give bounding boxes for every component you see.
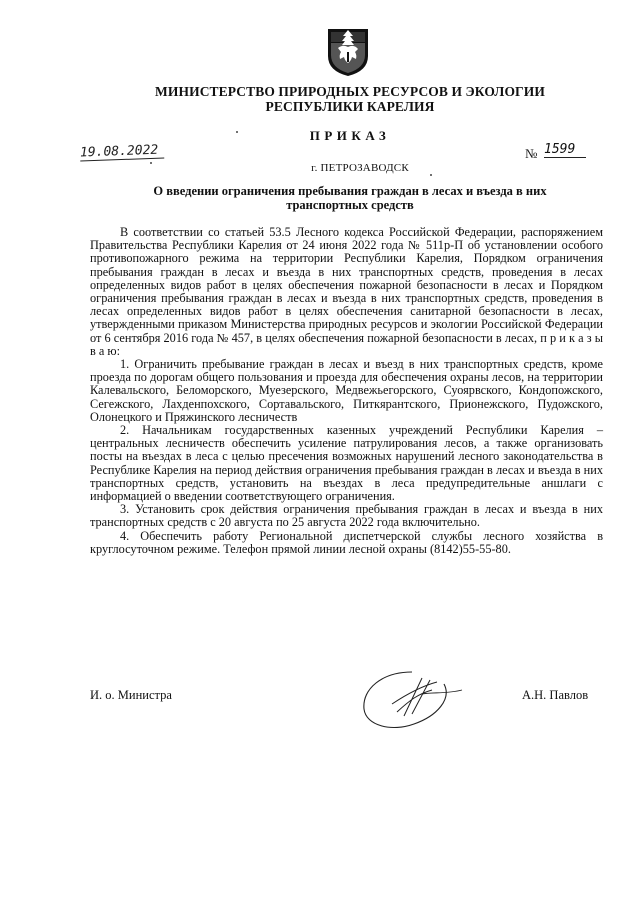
ministry-name-line2: РЕСПУБЛИКИ КАРЕЛИЯ bbox=[265, 99, 435, 114]
document-body bbox=[90, 226, 603, 556]
ministry-heading bbox=[60, 84, 640, 114]
document-city: г. ПЕТРОЗАВОДСК bbox=[311, 162, 409, 174]
paragraph-item-1: 1. Ограничить пребывание граждан в лесах и въезд в них транспортных средств, кроме проезда по дорогам общего пользования и проезда для обеспечения охраны лесов, на территории Калевальского, Беломорского, Муезерского, Медвежьегорского, Суоярвского, Кондопожского, Сегежского, Лахденпохского, Сортавальского, Питкярантского, Прионежского, Пудожского, Олонецкого и Пряжинского лесничеств bbox=[90, 357, 603, 424]
signatory-name: А.Н. Павлов bbox=[522, 688, 589, 702]
document-number: 1599 bbox=[544, 142, 586, 158]
scan-speck bbox=[236, 131, 238, 133]
paragraph-item-4: 4. Обеспечить работу Региональной диспетчерской службы лесного хозяйства в круглосуточном режиме. Телефон прямой линии лесной охраны (8142)55-55-80. bbox=[90, 528, 603, 556]
scan-speck bbox=[430, 174, 432, 176]
coat-of-arms-icon bbox=[325, 26, 371, 78]
document-title bbox=[140, 184, 560, 212]
paragraph-item-3: 3. Установить срок действия ограничения пребывания граждан в лесах и въезда в них транспортных средств с 20 августа по 25 августа 2022 года включительно. bbox=[90, 502, 603, 530]
document-title-line1: О введении ограничения пребывания граждан в лесах и въезда в них bbox=[153, 184, 547, 198]
ministry-name-line1: МИНИСТЕРСТВО ПРИРОДНЫХ РЕСУРСОВ И ЭКОЛОГИИ bbox=[155, 84, 545, 99]
paragraph-preamble: В соответствии со статьей 53.5 Лесного кодекса Российской Федерации, распоряжением Правительства Республики Карелия от 24 июня 2022 года № 511р-П об установлении особого противопожарного режима на территории Республики Карелия, Порядком ограничения пребывания граждан в лесах и въезда в них транспортных средств, проведения в лесах определенных видов работ в целях обеспечения пожарной безопасности в лесах и Порядком ограничения пребывания граждан в лесах и въезда в них транспортных средств, проведения в лесах определенных видов работ в целях обеспечения санитарной безопасности в лесах, утвержденными приказом Министерства природных ресурсов и экологии Российской Федерации от 6 сентября 2016 года № 457, в целях обеспечения пожарной безопасности в лесах, п р и к а з ы в а ю: bbox=[90, 225, 603, 358]
document-date: 19.08.2022 bbox=[80, 143, 165, 162]
document-title-line2: транспортных средств bbox=[286, 198, 414, 212]
document-number-label: № bbox=[525, 146, 538, 161]
signatory-role: И. о. Министра bbox=[90, 688, 172, 702]
scan-speck bbox=[150, 162, 152, 164]
handwritten-signature bbox=[352, 664, 472, 736]
document-type: ПРИКАЗ bbox=[309, 128, 391, 143]
paragraph-item-2: 2. Начальникам государственных казенных учреждений Республики Карелия – центральных лесничеств обеспечить усиление патрулирования лесов, а также организовать посты на въездах в леса с целью пресечения возможных нарушений лесного законодательства в Республике Карелия на период действия ограничения пребывания граждан в лесах и въезда в них транспортных средств, установить на въездах в леса предупредительные аншлаги с информацией о введении соответствующего ограничения. bbox=[90, 423, 603, 504]
